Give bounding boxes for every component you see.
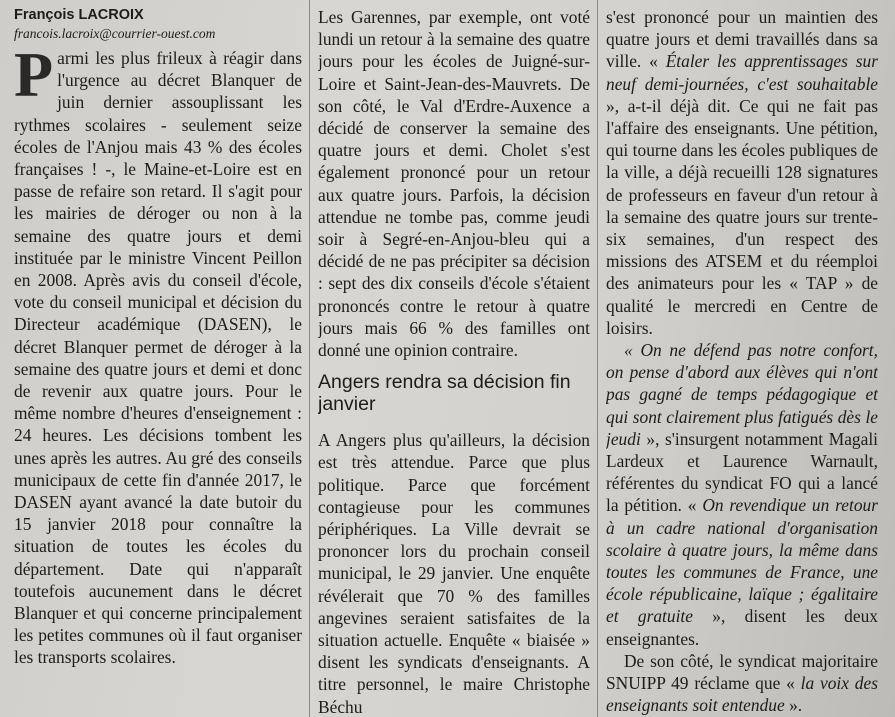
text-run: », a-t-il déjà dit. Ce qui ne fait pas l'affaire des enseignants. Une pétition, qui tourne dans les écoles publiques de la ville, a déjà recueilli 128 signatures de professeurs en faveur d'un retour à la semaine des quatre jours sur trente-six semaines, d'un respect des missions des ATSEM et du réemploi des animateurs pour les « TAP » de qualité le mercredi en Centre de loisirs.	[606, 95, 878, 338]
lead-paragraph	[14, 39, 302, 669]
paragraph: Les Garennes, par exemple, ont voté lundi un retour à la semaine des quatre jours pour les écoles de Juigné-sur-Loire et Saint-Jean-des-Mauvrets. De son côté, le Val d'Erdre-Auxence a décidé de conserver la semaine des quatre jours et demi. Cholet s'est également prononcé pour un retour aux quatre jours. Parfois, la décision attendue ne tombe pas, comme jeudi soir à Segré-en-Anjou-bleu qui a décidé de ne pas précipiter sa décision : sept des dix conseils d'école s'étaient prononcés contre le retour à quatre jours mais 66 % des familles ont donné une opinion contraire.	[318, 7, 590, 361]
text-run: s'est prononcé pour un maintien des quatre jours et demi travaillés dans sa ville. «	[606, 7, 878, 72]
subheading: Angers rendra sa décision fin janvier	[318, 371, 571, 416]
text-run: ».	[784, 695, 803, 716]
quote-text: On revendique un retour à un cadre national d'organisation scolaire à quatre jours, la même dans toutes les communes de France, une école républicaine, laïque ; égalitaire et gratuite	[606, 495, 878, 627]
drop-cap: P	[14, 39, 54, 110]
column-rule	[597, 0, 598, 717]
quote-text: la voix des enseignants soit entendue	[606, 673, 878, 716]
quote-text: « On ne défend pas notre confort, on pense d'abord aux élèves qui n'ont pas gagné de temps pédagogique et qui sont clairement plus fatigués dès le jeudi	[606, 340, 878, 449]
author-name: François LACROIX	[14, 7, 144, 23]
article-column-3	[606, 6, 878, 717]
quote-text: Étaler les apprentissages sur neuf demi-journées, c'est souhaitable	[606, 51, 878, 94]
paragraph	[606, 339, 878, 650]
lead-text: armi les plus frileux à réagir dans l'urgence au décret Blanquer de juin dernier assouplissant les rythmes scolaires - seulement seize écoles de l'Anjou mais 43 % des écoles françaises ! -, le Maine-et-Loire est en passe de refaire son retard. Il s'agit pour les mairies de déroger ou non à la semaine des quatre jours et demi instituée par le ministre Vincent Peillon en 2008. Après avis du conseil d'école, vote du conseil municipal et décision du Directeur académique (DASEN), le décret Blanquer permet de déroger à la semaine des quatre jours et demi et donc de revenir aux quatre jours. Pour le même nombre d'heures d'enseignement : 24 heures. Les décisions tombent les unes après les autres. Au gré des conseils municipaux de cette fin d'année 2017, le DASEN ayant avancé la date butoir du 15 janvier 2018 pour connaître la situation de toutes les écoles du département. Date qui n'apparaît toutefois aucunement dans le décret Blanquer et qui concerne principalement les petites communes où il faut organiser les transports scolaires.	[14, 48, 302, 668]
text-run: », s'insurgent notamment Magali Lardeux et Laurence Warnault, référentes du syndicat FO qui a lancé la pétition. «	[606, 428, 878, 516]
article-column-2	[318, 6, 590, 717]
text-run: », disent les deux enseignantes.	[606, 606, 878, 649]
author-email: francois.lacroix@courrier-ouest.com	[14, 26, 216, 41]
column-rule	[309, 0, 310, 717]
paragraph	[606, 6, 878, 339]
text-run: De son côté, le syndicat majoritaire SNUIPP 49 réclame que «	[606, 650, 878, 694]
paragraph	[606, 650, 878, 717]
article-column-1	[14, 6, 302, 717]
paragraph: A Angers plus qu'ailleurs, la décision est très attendue. Parce que plus politique. Parce que forcément contagieuse pour les communes périphériques. La Ville devrait se prononcer lors du prochain conseil municipal, le 29 janvier. Une enquête révélerait que 70 % des familles angevines seraient satisfaites de la situation actuelle. Enquête « biaisée » disent les syndicats d'enseignants. A titre personnel, le maire Christophe Béchu	[318, 430, 590, 717]
